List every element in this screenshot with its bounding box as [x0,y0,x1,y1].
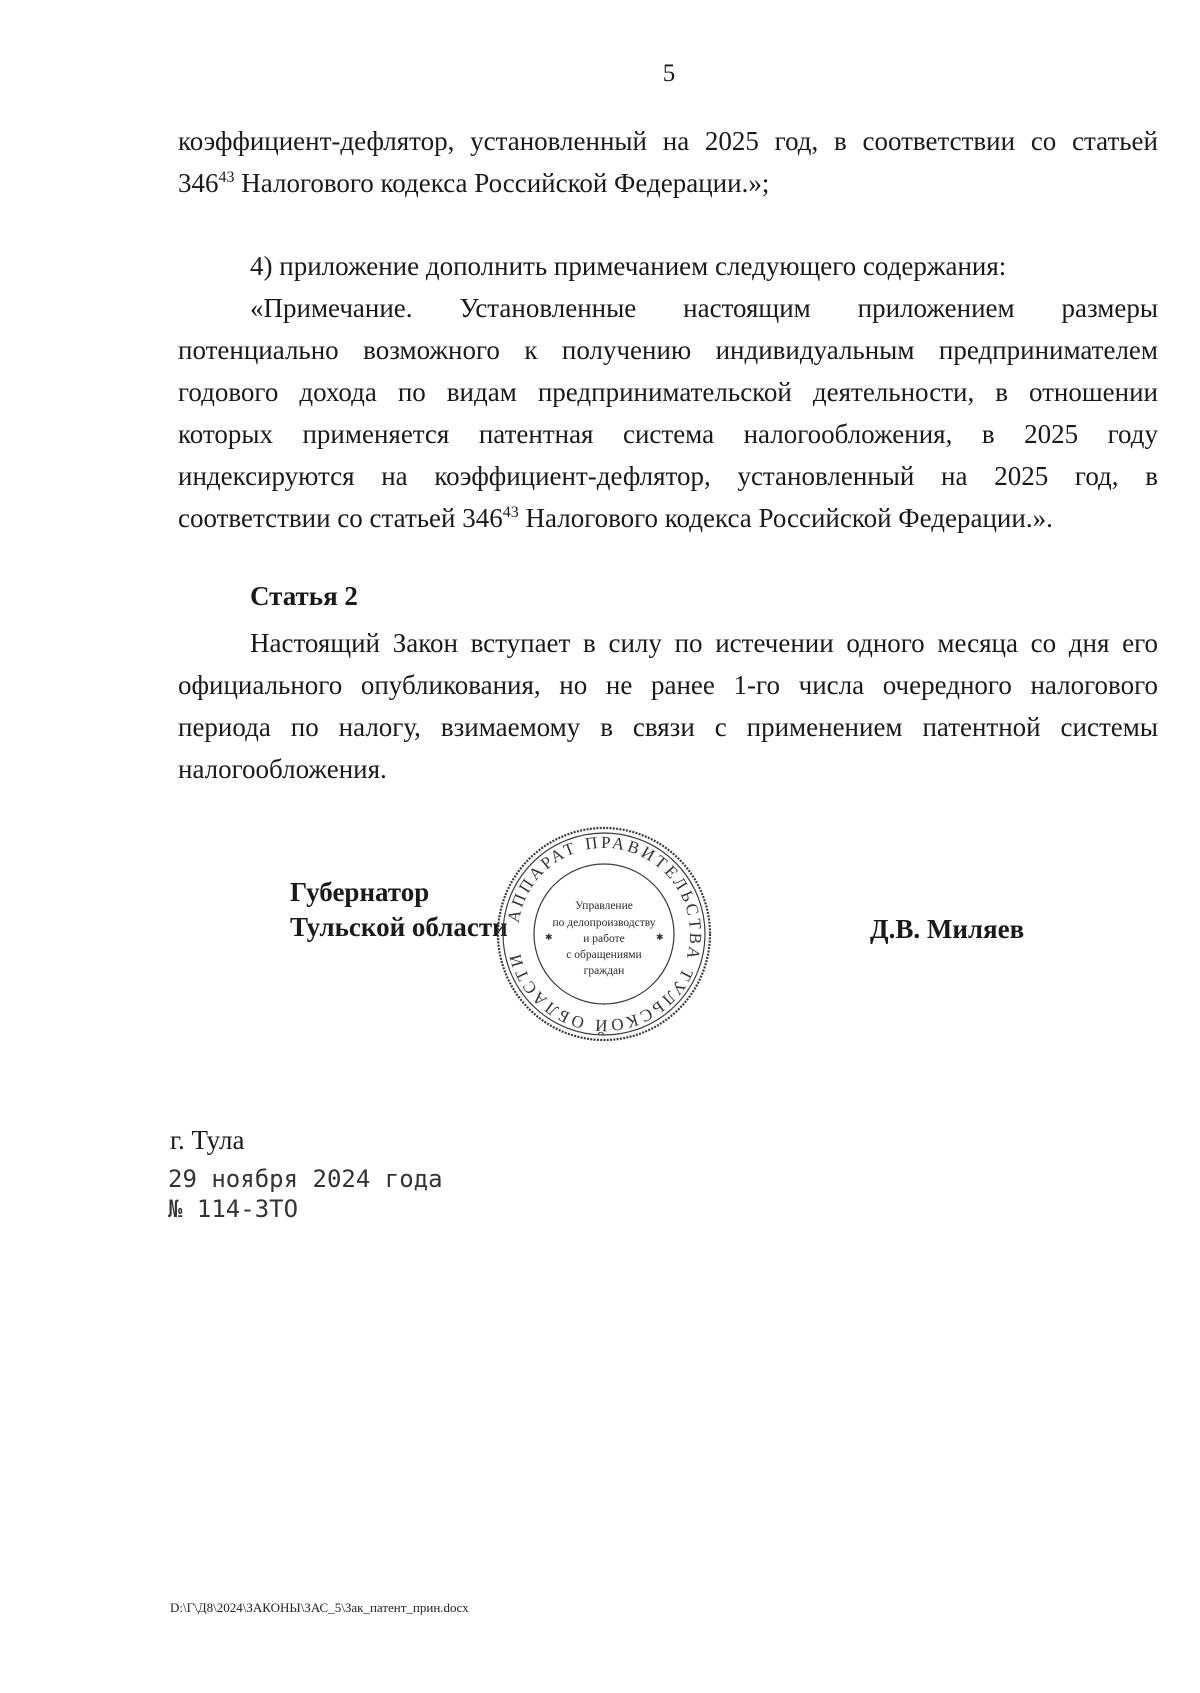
superscript: 43 [502,504,519,521]
paragraph-line: Настоящий Закон вступает в силу по истечении одного месяца со дня его [250,628,1158,658]
stamp-center-line: и работе [583,933,625,945]
paragraph-line: налогообложения. [178,754,387,784]
paragraph-item-4 [178,245,1158,287]
paragraph-line: потенциально возможного к получению индивидуальным предпринимателем [178,335,1158,365]
paragraph-line: коэффициент-дефлятор, установленный на 2025 год, в соответствии со статьей [178,126,1158,156]
text-fragment: 346 [178,168,219,198]
paragraph-continuation [178,120,1158,204]
paragraph-line: официального опубликования, но не ранее 1-го числа очередного налогового [178,670,1158,700]
text-fragment: соответствии со статьей 346 [178,503,503,533]
paragraph-note [178,287,1158,539]
stamp-center-line: с обращениями [566,949,642,961]
superscript: 43 [218,169,235,186]
text-fragment: Налогового кодекса Российской Федерации.». [518,503,1053,533]
stamp-center-line: граждан [583,965,625,977]
article-2-text [178,622,1158,790]
footer-file-path: D:\Г\Д8\2024\ЗАКОНЫ\ЗАС_5\Зак_патент_прин.docx [170,1600,469,1615]
paragraph-line: 4) приложение дополнить примечанием следующего содержания: [250,251,1007,281]
signatory-title-line: Губернатор [290,877,430,907]
page-number: 5 [662,60,676,87]
signatory-name: Д.В. Миляев [870,914,1025,944]
paragraph-line: которых применяется патентная система налогообложения, в 2025 году [178,419,1158,449]
stamp-center-line: по делопроизводству [552,917,656,929]
paragraph-line: периода по налогу, взимаемому в связи с применением патентной системы [178,712,1158,742]
article-heading: Статья 2 [250,581,358,611]
text-fragment: Налогового кодекса Российской Федерации.»; [234,168,770,198]
document-date: 29 ноября 2024 года [168,1165,443,1193]
official-stamp [493,823,715,1045]
stamp-star-icon: ✱ [545,933,553,943]
stamp-center-line: Управление [575,900,633,912]
paragraph-line: «Примечание. Установленные настоящим приложением размеры [250,293,1158,323]
stamp-ring-text: АППАРАТ ПРАВИТЕЛЬСТВА ТУЛЬСКОЙ ОБЛАСТИ [503,832,706,1036]
signatory-title [290,875,508,945]
paragraph-line: годового дохода по видам предпринимательской деятельности, в отношении [178,377,1158,407]
paragraph-line [178,497,1158,539]
place-city: г. Тула [170,1125,245,1155]
signatory-title-line: Тульской области [290,912,508,942]
paragraph-line: индексируются на коэффициент-дефлятор, установленный на 2025 год, в [178,461,1158,491]
document-number: № 114-ЗТО [168,1195,299,1223]
paragraph-line [178,162,1158,204]
stamp-star-icon: ✱ [656,933,664,943]
